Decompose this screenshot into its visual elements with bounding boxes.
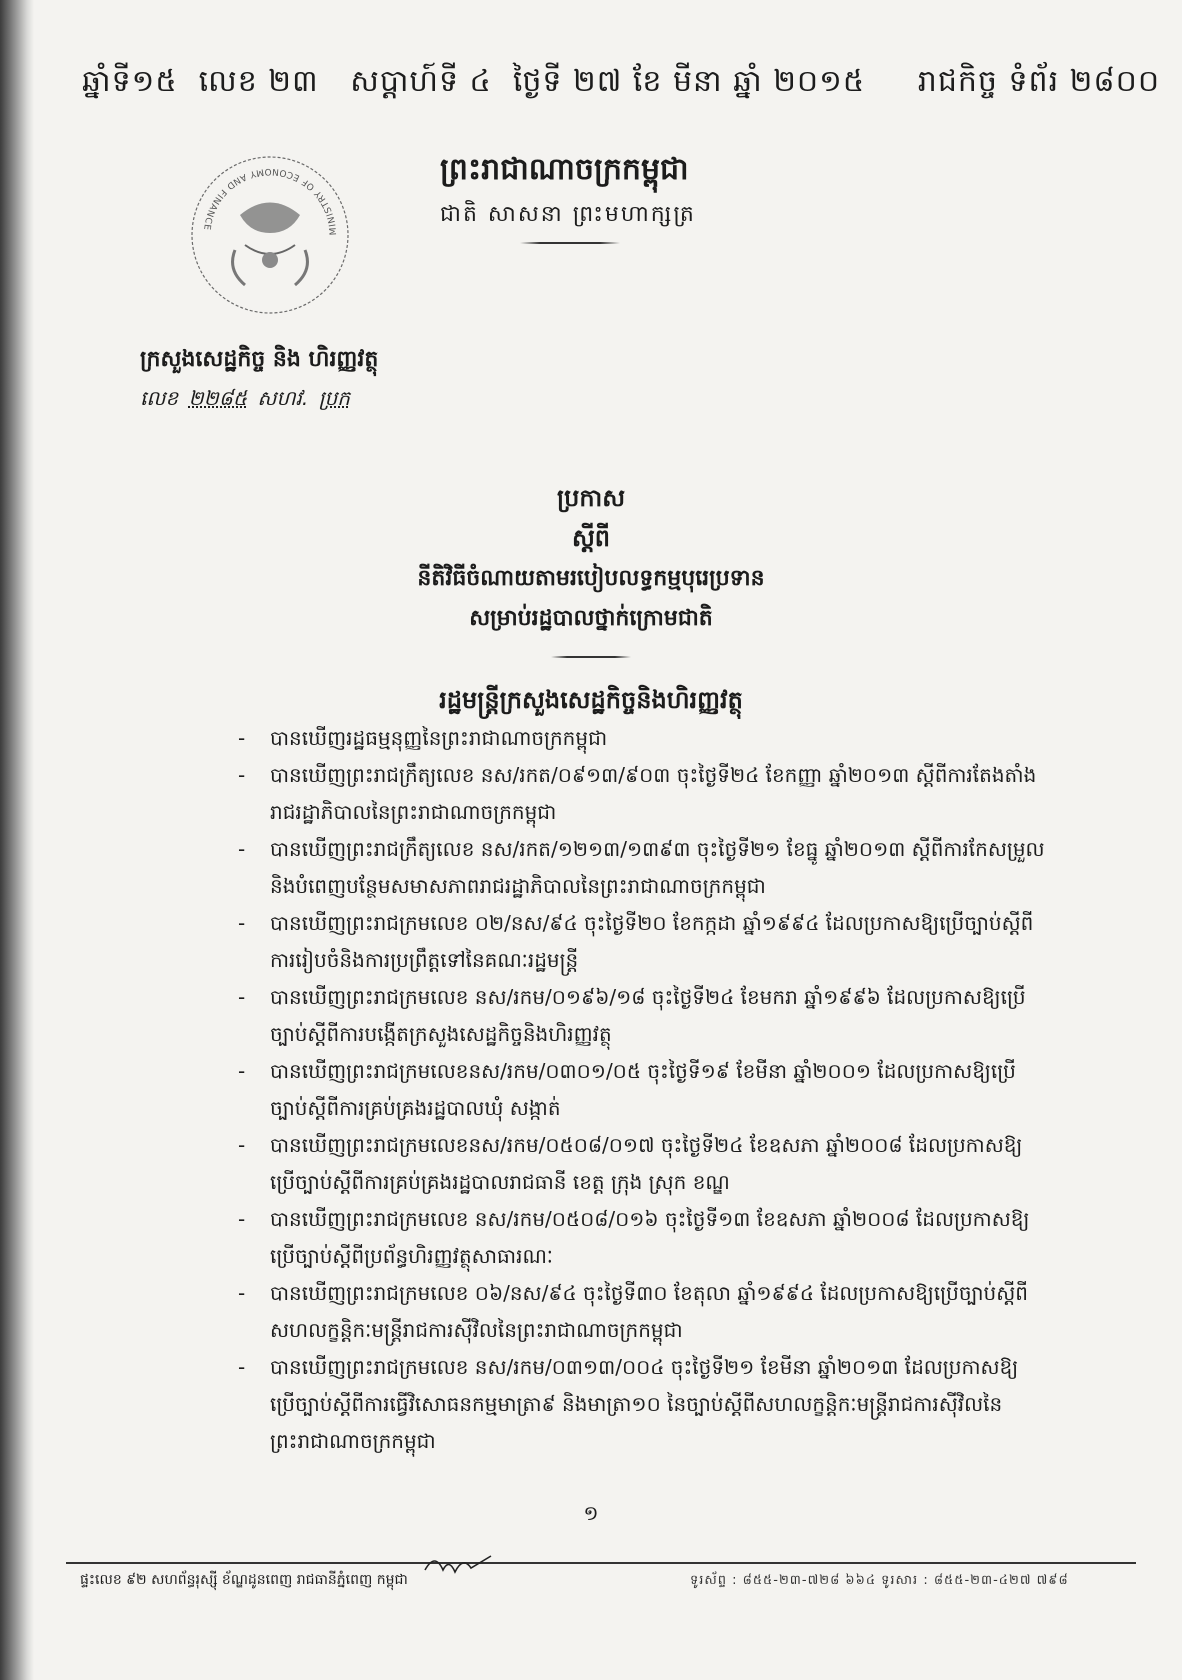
- clause-line: និងបំពេញបន្ថែមសមាសភាពរាជរដ្ឋាភិបាលនៃព្រះរាជាណាចក្រកម្ពុជា: [270, 874, 766, 898]
- clause-item: [238, 1201, 1078, 1275]
- gazette-date: ថ្ងៃទី ២៧ ខែ មីនា ឆ្នាំ ២០១៥: [512, 64, 866, 99]
- title-about: ស្តីពី: [571, 523, 611, 552]
- clause-line: - បានឃើញព្រះរាជក្រឹត្យលេខ នស/រកត/០៩១៣/៩០៣ ចុះថ្ងៃទី២៤ ខែកញ្ញា ឆ្នាំ២០១៣ ស្តីពីការតែងតាំង: [270, 763, 1037, 787]
- title-line-1: នីតិវិធីចំណាយតាមរបៀបលទ្ធកម្មបុរេប្រទាន: [417, 565, 765, 591]
- ministry-block: [140, 345, 460, 415]
- clause-item: [238, 720, 1078, 757]
- scan-edge-shadow: [0, 0, 34, 1680]
- ref-suffix: សហវ.: [257, 386, 309, 410]
- kingdom-heading: [440, 150, 760, 244]
- clause-item: [238, 905, 1078, 979]
- reference-number: [140, 385, 460, 415]
- clause-item: [238, 757, 1078, 831]
- clause-line: - បានឃើញព្រះរាជក្រមលេខនស/រកម/០៣០១/០៥ ចុះថ្ងៃទី១៩ ខែមីនា ឆ្នាំ២០០១ ដែលប្រកាសឱ្យប្រើ: [270, 1059, 1016, 1083]
- clause-item: [238, 1053, 1078, 1127]
- signature-icon: [420, 1548, 500, 1578]
- clause-line: រាជរដ្ឋាភិបាលនៃព្រះរាជាណាចក្រកម្ពុជា: [270, 800, 557, 824]
- footer-rule: [66, 1562, 1136, 1564]
- footer-address: ផ្ទះលេខ ៩២ សហព័ន្ធរុស្ស៊ី ខ័ណ្ឌដូនពេញ រាជធានីភ្នំពេញ កម្ពុជា: [80, 1572, 408, 1588]
- clause-line: - បានឃើញរដ្ឋធម្មនុញ្ញនៃព្រះរាជាណាចក្រកម្ពុជា: [270, 726, 608, 750]
- gazette-page-ref: រាជកិច្ច ទំព័រ ២៨០០: [917, 64, 1161, 99]
- clause-item: [238, 1127, 1078, 1201]
- ref-number: ២២៨៥: [188, 386, 248, 410]
- ref-label: លេខ: [140, 386, 179, 410]
- title-line-2: សម្រាប់រដ្ឋបាលថ្នាក់ក្រោមជាតិ: [469, 605, 713, 631]
- seal-ring-text: MINISTRY OF ECONOMY AND FINANCE: [201, 165, 340, 236]
- clause-line: - បានឃើញព្រះរាជក្រមលេខ ០៦/នស/៩៤ ចុះថ្ងៃទី៣០ ខែតុលា ឆ្នាំ១៩៩៤ ដែលប្រកាសឱ្យប្រើច្បាប់ស្តីពី: [270, 1281, 1028, 1305]
- ministry-name: ក្រសួងសេដ្ឋកិច្ច និង ហិរញ្ញវត្ថុ: [140, 346, 379, 372]
- clause-line: - បានឃើញព្រះរាជក្រមលេខ នស/រកម/០៣១៣/០០៤ ចុះថ្ងៃទី២១ ខែមីនា ឆ្នាំ២០១៣ ដែលប្រកាសឱ្យ: [270, 1355, 1019, 1379]
- gazette-issue: លេខ ២៣: [198, 64, 319, 99]
- clause-line: ប្រើច្បាប់ស្តីពីការគ្រប់គ្រងរដ្ឋបាលរាជធានី ខេត្ត ក្រុង ស្រុក ខណ្ឌ: [270, 1170, 730, 1194]
- clause-line: ព្រះរាជាណាចក្រកម្ពុជា: [270, 1429, 436, 1453]
- preamble-clauses: [238, 720, 1078, 1460]
- clause-item: [238, 1349, 1078, 1460]
- clause-line: សហលក្ខន្តិកៈមន្ត្រីរាជការស៊ីវិលនៃព្រះរាជាណាចក្រកម្ពុជា: [270, 1318, 683, 1342]
- clause-item: [238, 1275, 1078, 1349]
- clause-line: ប្រើច្បាប់ស្តីពីប្រព័ន្ធហិរញ្ញវត្ថុសាធារណៈ: [270, 1244, 553, 1268]
- ref-code: ប្រក: [318, 386, 350, 410]
- clause-line: - បានឃើញព្រះរាជក្រមលេខ ០២/នស/៩៤ ចុះថ្ងៃទី២០ ខែកក្កដា ឆ្នាំ១៩៩៤ ដែលប្រកាសឱ្យប្រើច្បាប់ស្តីពី: [270, 911, 1034, 935]
- clause-line: ច្បាប់ស្តីពីការគ្រប់គ្រងរដ្ឋបាលឃុំ សង្កាត់: [270, 1096, 561, 1120]
- clause-line: ការរៀបចំនិងការប្រព្រឹត្តទៅនៃគណៈរដ្ឋមន្ត្រី: [270, 948, 579, 972]
- footer-contact: ទូរស័ព្ទ : ៨៥៥-២៣-៧២៨ ៦៦៤ ទូរសារ : ៨៥៥-២៣-៤២៧ ៧៩៨: [690, 1573, 1069, 1588]
- kingdom-motto: ជាតិ សាសនា ព្រះមហាក្សត្រ: [440, 202, 696, 227]
- clause-line: - បានឃើញព្រះរាជក្រមលេខនស/រកម/០៥០៨/០១៧ ចុះថ្ងៃទី២៤ ខែឧសភា ឆ្នាំ២០០៨ ដែលប្រកាសឱ្យ: [270, 1133, 1023, 1157]
- clause-item: [238, 831, 1078, 905]
- gazette-year: ឆ្នាំទី១៥: [82, 64, 178, 99]
- clause-item: [238, 979, 1078, 1053]
- motto-divider: [520, 242, 620, 244]
- announcement-title: [0, 478, 1182, 658]
- kingdom-name: ព្រះរាជាណាចក្រកម្ពុជា: [440, 152, 689, 187]
- page-number: ១: [583, 1501, 599, 1525]
- gazette-header: [82, 62, 1161, 122]
- clause-line: ច្បាប់ស្តីពីការបង្កើតក្រសួងសេដ្ឋកិច្ចនិងហិរញ្ញវត្ថុ: [270, 1022, 612, 1046]
- title-divider: [551, 656, 631, 658]
- minister-heading: រដ្ឋមន្ត្រីក្រសួងសេដ្ឋកិច្ចនិងហិរញ្ញវត្ថុ: [439, 685, 743, 714]
- clause-line: - បានឃើញព្រះរាជក្រឹត្យលេខ នស/រកត/១២១៣/១៣៩៣ ចុះថ្ងៃទី២១ ខែធ្នូ ឆ្នាំ២០១៣ ស្តីពីការកែសម្រួល: [270, 837, 1045, 861]
- document-type: ប្រកាស: [556, 483, 626, 512]
- clause-line: - បានឃើញព្រះរាជក្រមលេខ នស/រកម/០១៩៦/១៨ ចុះថ្ងៃទី២៤ ខែមករា ឆ្នាំ១៩៩៦ ដែលប្រកាសឱ្យប្រើ: [270, 985, 1026, 1009]
- clause-line: - បានឃើញព្រះរាជក្រមលេខ នស/រកម/០៥០៨/០១៦ ចុះថ្ងៃទី១៣ ខែឧសភា ឆ្នាំ២០០៨ ដែលប្រកាសឱ្យ: [270, 1207, 1030, 1231]
- gazette-week: សប្តាហ៍ទី ៤: [350, 64, 492, 99]
- clause-line: ប្រើច្បាប់ស្តីពីការធ្វើវិសោធនកម្មមាត្រា៩ និងមាត្រា១០ នៃច្បាប់ស្តីពីសហលក្ខន្តិកៈមន្ត្រីរាជការស៊ីវិលនៃ: [270, 1392, 1003, 1416]
- ministry-seal-icon: [185, 150, 355, 320]
